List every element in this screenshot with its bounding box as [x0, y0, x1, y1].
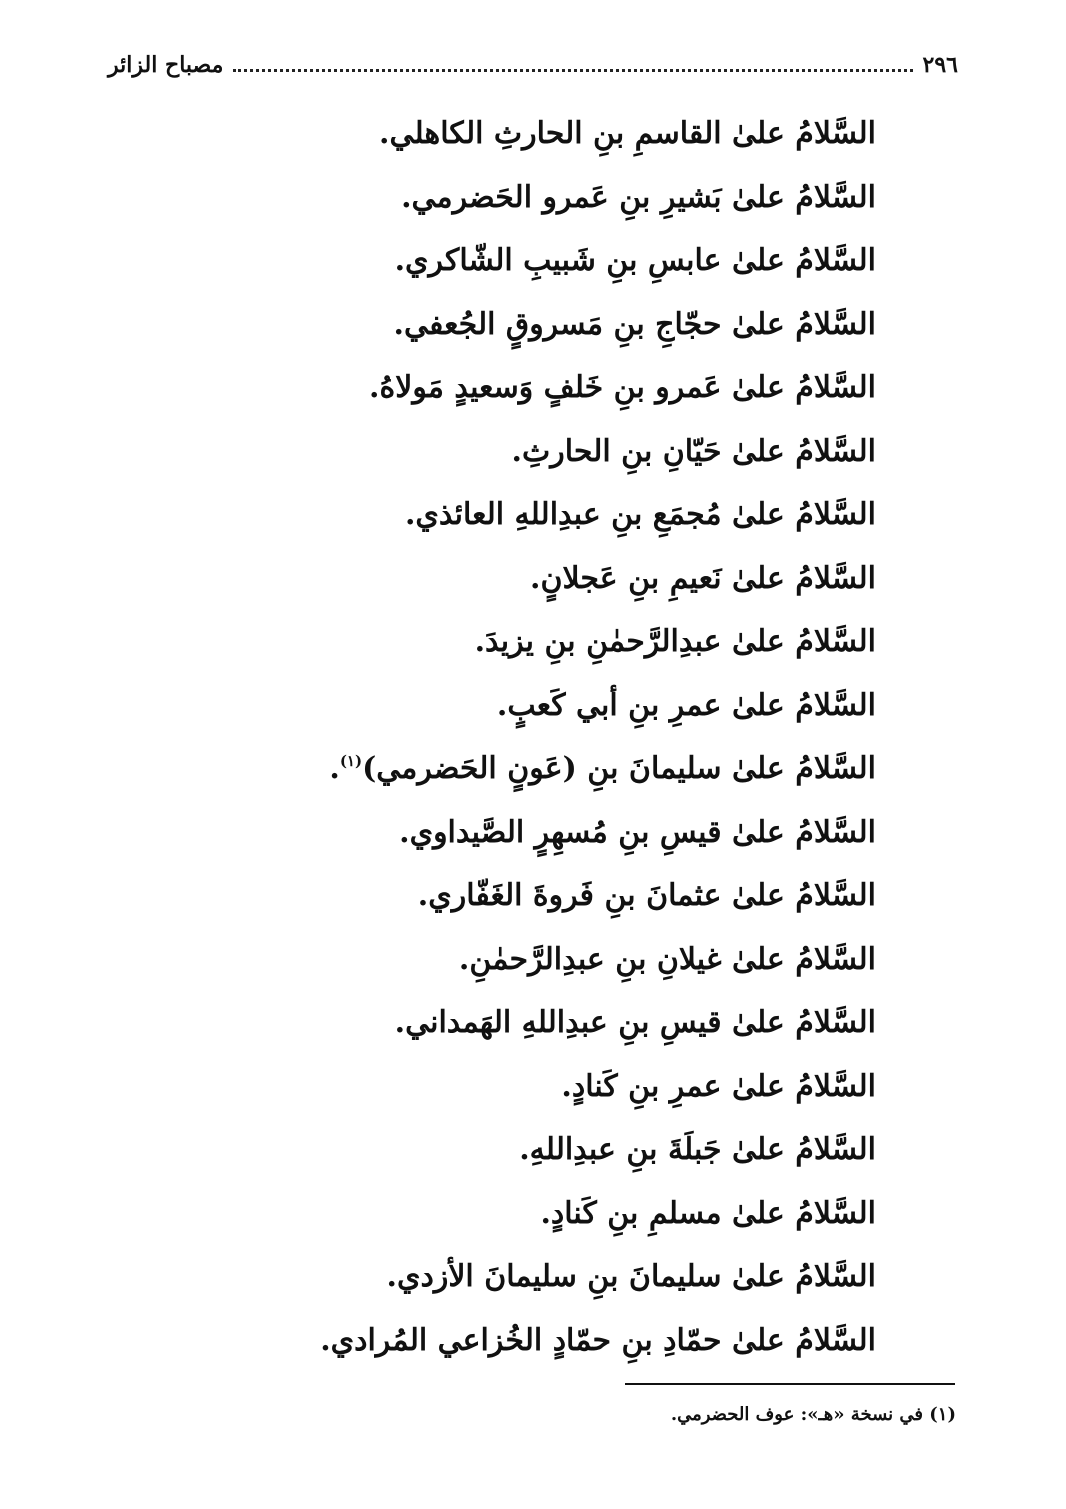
footnote: (١) في نسخة «هـ»: عوف الحضرمي. [670, 1404, 956, 1425]
verse-line: السَّلامُ علىٰ عمرِ بنِ أبي كَعبٍ. [496, 687, 876, 723]
verse-line: السَّلامُ علىٰ قيسِ بنِ مُسهِرٍ الصَّيداوي. [399, 814, 876, 850]
verse-line: السَّلامُ علىٰ قيسِ بنِ عبدِاللهِ الهَمداني. [394, 1005, 876, 1040]
verse-line: السَّلامُ علىٰ عثمانَ بنِ فَروةَ الغَفّاري. [417, 878, 876, 913]
page-number: ٢٩٦ [922, 52, 958, 78]
footnote-marker: (١) [339, 752, 363, 770]
verse-line: السَّلامُ علىٰ عابسِ بنِ شَبيبِ الشّاكري. [394, 243, 876, 278]
verse-line: السَّلامُ علىٰ حَيّانِ بنِ الحارثِ. [511, 433, 876, 469]
verse-line: السَّلامُ علىٰ مسلمِ بنِ كَنادٍ. [540, 1195, 876, 1231]
verse-line-with-footnote [176, 737, 876, 801]
verse-line-end: . [329, 751, 340, 786]
verse-lines [176, 102, 876, 1372]
leader-dots [233, 68, 912, 72]
verse-line: السَّلامُ علىٰ القاسمِ بنِ الحارثِ الكاهلي. [379, 116, 876, 151]
verse-line: السَّلامُ علىٰ حمّادِ بنِ حمّادٍ الخُزاعي المُرادي. [320, 1322, 876, 1358]
verse-line: السَّلامُ علىٰ حجّاجِ بنِ مَسروقٍ الجُعفي. [393, 306, 876, 342]
running-header [108, 52, 958, 92]
verse-line: السَّلامُ علىٰ بَشيرِ بنِ عَمرو الحَضرمي. [401, 179, 876, 215]
verse-line: السَّلامُ علىٰ مُجمَعِ بنِ عبدِاللهِ العائذي. [404, 497, 876, 532]
book-title: مصباح الزائر [108, 52, 224, 78]
verse-line: السَّلامُ علىٰ عَمرو بنِ خَلفٍ وَسعيدٍ مَولاهُ. [369, 370, 876, 405]
footnote-separator [625, 1383, 955, 1385]
verse-line: السَّلامُ علىٰ غيلانِ بنِ عبدِالرَّحمٰنِ. [458, 941, 876, 977]
verse-line: السَّلامُ علىٰ نَعيمِ بنِ عَجلانٍ. [530, 560, 876, 596]
verse-line: السَّلامُ علىٰ عبدِالرَّحمٰنِ بنِ يزيدَ. [474, 624, 876, 659]
verse-line: السَّلامُ علىٰ عمرِ بنِ كَنادٍ. [561, 1068, 876, 1104]
verse-line: السَّلامُ علىٰ جَبلَةَ بنِ عبدِاللهِ. [519, 1132, 876, 1167]
verse-line-text: السَّلامُ علىٰ سليمانَ بنِ (عَونٍ الحَضرمي) [362, 751, 876, 786]
verse-line: السَّلامُ علىٰ سليمانَ بنِ سليمانَ الأزدي. [386, 1259, 876, 1294]
